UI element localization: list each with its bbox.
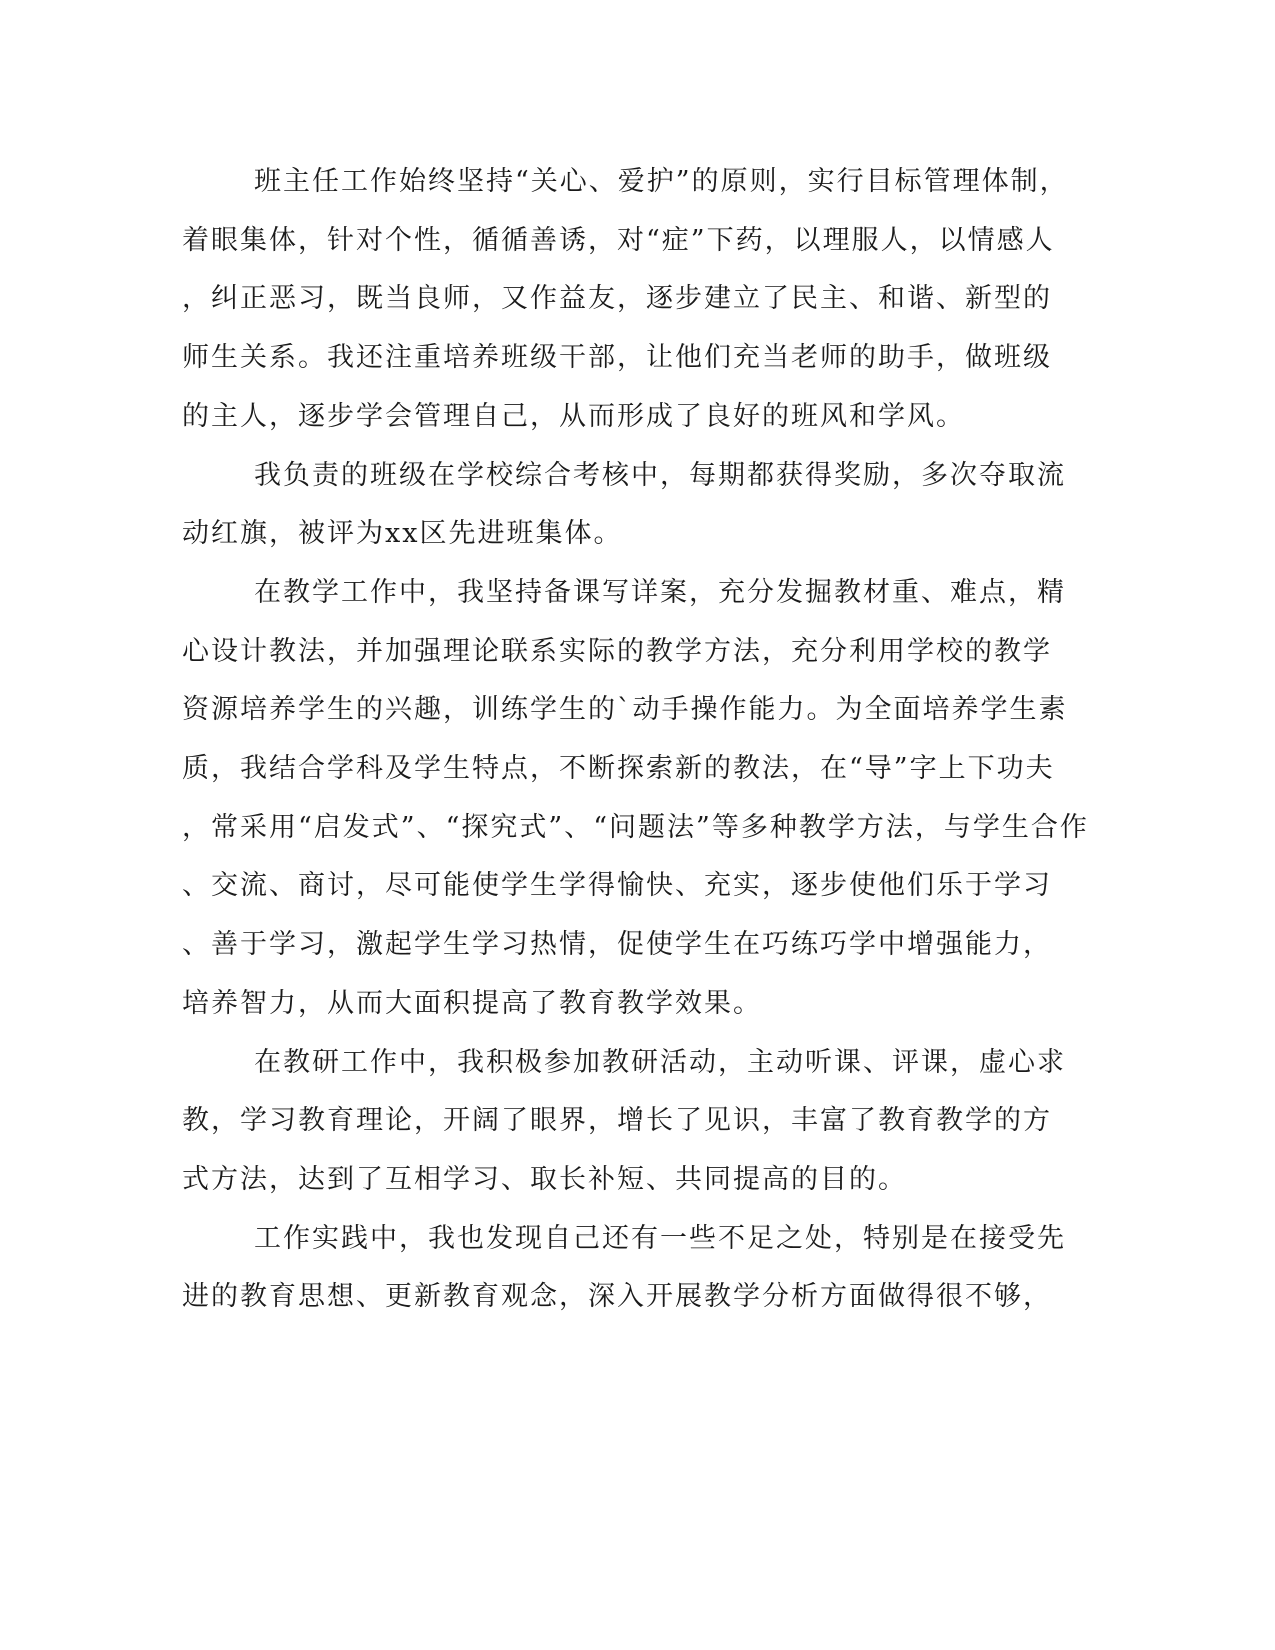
paragraph-2-line-1: 我负责的班级在学校综合考核中，每期都获得奖励，多次夺取流 (254, 460, 1066, 491)
paragraph-3-line-6: 、交流、商讨，尽可能使学生学得愉快、充实，逐步使他们乐于学习 (182, 870, 1052, 901)
paragraph-3-line-8: 培养智力，从而大面积提高了教育教学效果。 (182, 988, 762, 1019)
paragraph-1-line-3: ，纠正恶习，既当良师，又作益友，逐步建立了民主、和谐、新型的 (182, 283, 1052, 314)
paragraph-5-line-1: 工作实践中，我也发现自己还有一些不足之处，特别是在接受先 (254, 1223, 1066, 1254)
paragraph-1-line-2: 着眼集体，针对个性，循循善诱，对“症”下药，以理服人，以情感人 (182, 225, 1055, 256)
paragraph-4-line-3: 式方法，达到了互相学习、取长补短、共同提高的目的。 (182, 1164, 907, 1195)
paragraph-2-line-2: 动红旗，被评为xx区先进班集体。 (182, 518, 623, 549)
paragraph-1-line-1: 班主任工作始终坚持“关心、爱护”的原则，实行目标管理体制， (254, 166, 1069, 197)
paragraph-3-line-7: 、善于学习，激起学生学习热情，促使学生在巧练巧学中增强能力， (182, 929, 1052, 960)
paragraph-3-line-2: 心设计教法，并加强理论联系实际的教学方法，充分利用学校的教学 (182, 636, 1052, 667)
paragraph-1-line-4: 师生关系。我还注重培养班级干部，让他们充当老师的助手，做班级 (182, 342, 1052, 373)
paragraph-3-line-3: 资源培养学生的兴趣，训练学生的`动手操作能力。为全面培养学生素 (182, 694, 1068, 725)
paragraph-1-line-5: 的主人，逐步学会管理自己，从而形成了良好的班风和学风。 (182, 401, 965, 432)
paragraph-4-line-1: 在教研工作中，我积极参加教研活动，主动听课、评课，虚心求 (254, 1047, 1066, 1078)
paragraph-3-line-4: 质，我结合学科及学生特点，不断探索新的教法，在“导”字上下功夫 (182, 753, 1055, 784)
paragraph-5-line-2: 进的教育思想、更新教育观念，深入开展教学分析方面做得很不够， (182, 1281, 1052, 1312)
paragraph-3-line-1: 在教学工作中，我坚持备课写详案，充分发掘教材重、难点，精 (254, 577, 1066, 608)
paragraph-4-line-2: 教，学习教育理论，开阔了眼界，增长了见识，丰富了教育教学的方 (182, 1105, 1052, 1136)
paragraph-3-line-5: ，常采用“启发式”、“探究式”、“问题法”等多种教学方法，与学生合作 (182, 812, 1089, 843)
